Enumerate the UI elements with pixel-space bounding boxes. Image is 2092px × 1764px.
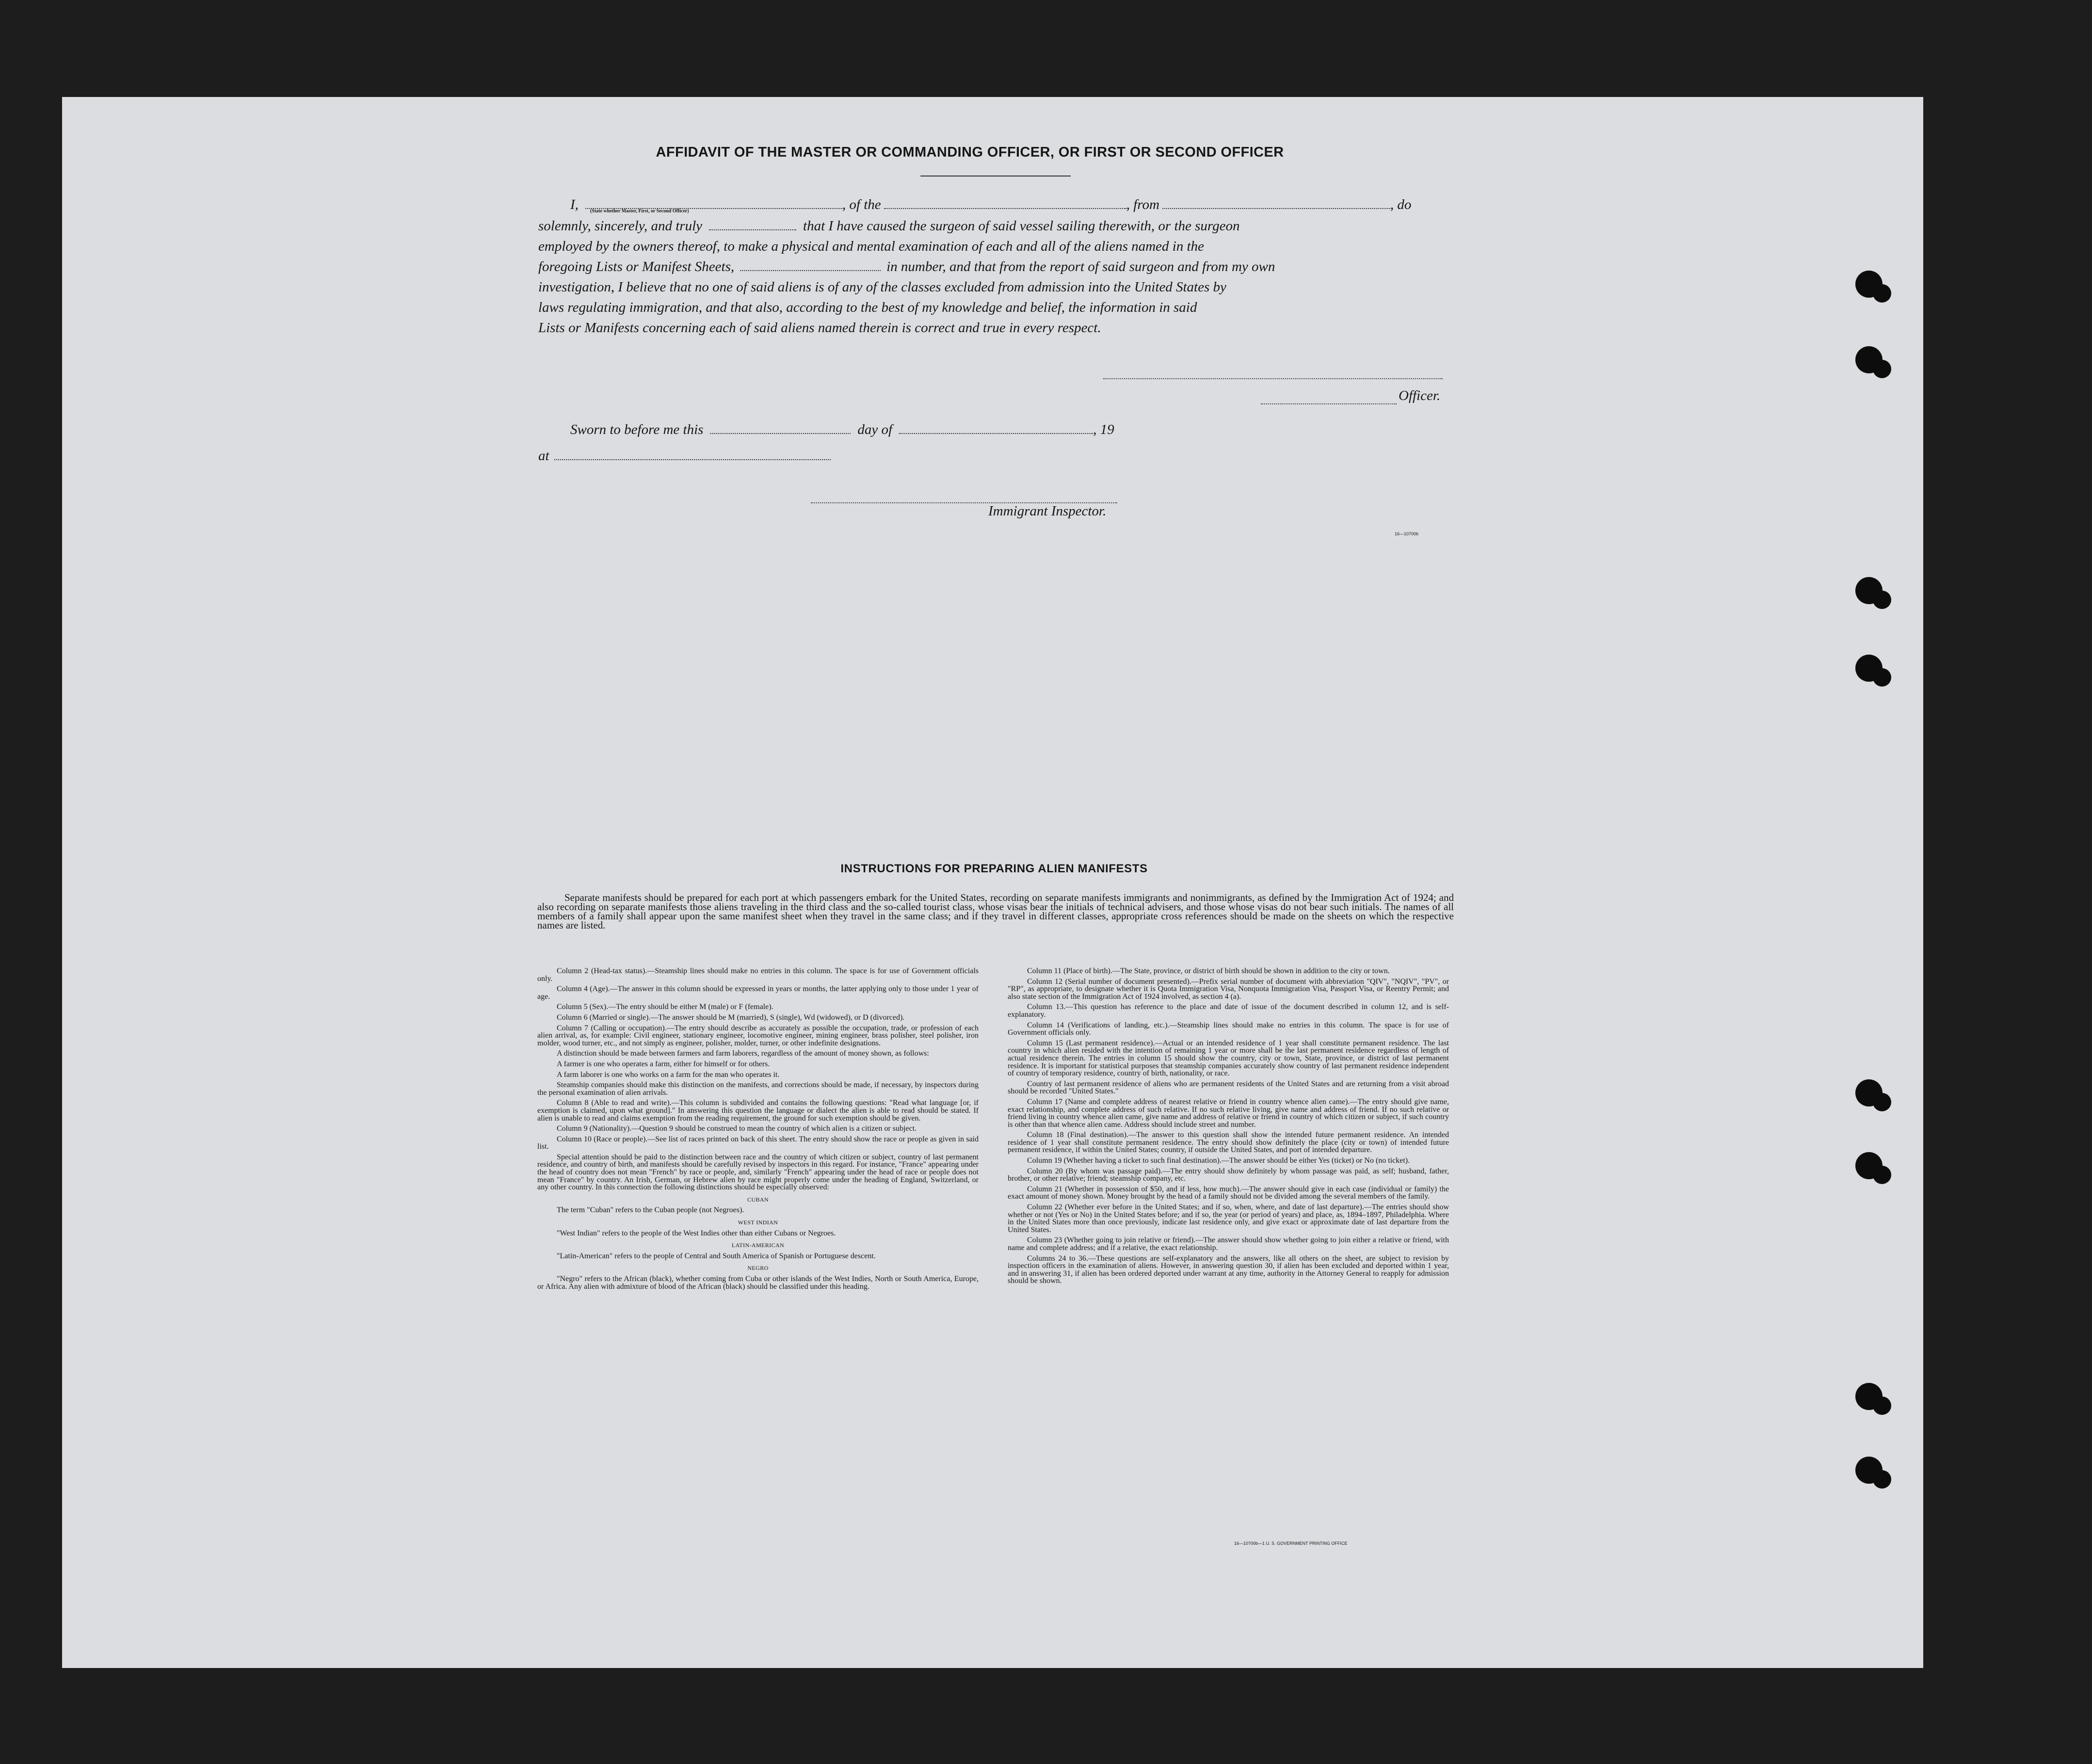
instruction-paragraph: Column 6 (Married or single).—The answer should be M (married), S (single), Wd (widowed), or D (divorced). [557,1013,905,1022]
officer-title-line[interactable] [1261,403,1397,404]
instruction-paragraph: Column 21 (Whether in possession of $50, and if less, how much).—The answer should give in each case (individual or family) the exact amount of money shown. Money brought by the head of a family should not be divided among the several members of the family. [1008,1185,1449,1201]
binder-hole-6 [1855,1152,1883,1179]
instruction-paragraph: Column 11 (Place of birth).—The State, province, or district of birth should be shown in addition to the city or town. [1027,967,1390,975]
binder-hole-8 [1855,1457,1883,1484]
officer-signature-line[interactable] [1103,378,1443,379]
instruction-paragraph: Column 7 (Calling or occupation).—The entry should describe as accurately as possible the occupation, trade, or profession of each alien arrival, as, for example: Civil engineer, stationary engineer, locomotive engineer, mining engineer, brass polisher, steel polisher, iron molder, wood turner, etc., and not simply as engineer, polisher, molder, turner, or other indefinite designations. [537,1024,979,1047]
affidavit-line-4-end: in number, and that from the report of said surgeon and from my own [886,259,1275,274]
instruction-paragraph: A farmer is one who operates a farm, either for himself or for others. [557,1059,770,1068]
binder-hole-5 [1855,1079,1883,1107]
latin-american-heading: LATIN-AMERICAN [731,1242,785,1249]
printing-office-code: 16—10700b—1 U. S. GOVERNMENT PRINTING OFFICE [1234,1541,1348,1546]
instruction-paragraph: Steamship companies should make this distinction on the manifests, and corrections should be made, if necessary, by inspectors during the personal examination of alien arrivals. [537,1081,979,1097]
instruction-paragraph: Column 20 (By whom was passage paid).—The entry should show definitely by whom passage was paid, as self; husband, father, brother, or other relative; friend; steamship company, etc. [1008,1167,1449,1183]
instruction-paragraph: Special attention should be paid to the distinction between race and the country of which citizen or subject, country of last permanent residence, and country of birth, and manifests should be carefully revised by inspectors in this regard. For instance, "France" appearing under the head of country does not mean "French" by race or people, and, similarly "French" appearing under the head of race or people does not mean "France" by country. An Irish, German, or Hebrew alien by race might properly come under the heading of England, Switzerland, or any other country. In this connection the following distinctions should be especially observed: [537,1153,979,1192]
instructions-title: INSTRUCTIONS FOR PREPARING ALIEN MANIFESTS [840,862,1148,875]
binder-hole-7 [1855,1383,1883,1410]
instruction-paragraph: Column 5 (Sex).—The entry should be either M (male) or F (female). [557,1003,773,1011]
binder-hole-1 [1855,271,1883,298]
instruction-paragraph: Column 9 (Nationality).—Question 9 should be construed to mean the country of which alien is a citizen or subject. [557,1124,917,1133]
sworn-day-field[interactable] [710,420,851,434]
binder-hole-2 [1855,346,1883,373]
affidavit-line-4-start: foregoing Lists or Manifest Sheets, [538,259,735,274]
affidavit-line-4 [538,257,1454,278]
west-indian-heading: WEST INDIAN [738,1219,778,1226]
negro-heading: NEGRO [747,1265,769,1272]
at-line [538,446,1454,467]
instruction-paragraph: Column 18 (Final destination).—The answer to this question shall show the intended future permanent residence. An intended residence of 1 year shall constitute permanent residence. The entry should show definitely the place (city or town) of intended future permanent residence, if within the United States; country, if outside the United States, and port of intended departure. [1008,1131,1449,1155]
west-indian-text: "West Indian" refers to the people of the West Indies other than either Cubans or Negroes. [557,1229,836,1237]
instruction-paragraph: Column 17 (Name and complete address of nearest relative or friend in country whence alien came).—The entry should give name, exact relationship, and complete address of such relative. If no such relative living, give name and address of friend. If no such relative or friend living in country whence alien came, give name and address of relative or friend in country of which citizen or subject, if such country is other than that whence alien came. Address should include street and number. [1008,1097,1449,1129]
affidavit-do: , do [1390,197,1412,212]
instruction-paragraph: Column 12 (Serial number of document presented).—Prefix serial number of document with abbreviation "QIV", "NQIV", "PV", or "RP", as appropriate, to designate whether it is Quota Immigration Visa, Nonquota Immigration Visa, Passport Visa, or Reentry Permit; and also state section of the Immigration Act of 1924 involved, as section 4 (a). [1008,977,1449,1001]
sheets-count-field[interactable] [740,257,881,271]
instructions-left-column [537,967,979,1554]
instruction-paragraph: Column 22 (Whether ever before in the United States; and if so, when, where, and date of last departure).—The entries should show whether or not (Yes or No) in the United States before; and if so, the year (or period of years) and place, as, 1894–1897, Philadelphia. Where in the United States more than once previously, indicate last residence only, and give exact or approximate date of last departure from the United States. [1008,1203,1449,1234]
binder-hole-3 [1855,577,1883,604]
affidavit-line-2-start: solemnly, sincerely, and truly [538,218,703,234]
affidavit-title: AFFIDAVIT OF THE MASTER OR COMMANDING OFFICER, OR FIRST OR SECOND OFFICER [656,144,1284,160]
officer-rank-field[interactable] [585,195,842,214]
at-text: at [538,448,549,464]
latin-american-text: "Latin-American" refers to the people of Central and South America of Spanish or Portuguese descent. [557,1251,876,1260]
instruction-paragraph: Column 2 (Head-tax status).—Steamship lines should make no entries in this column. The space is for use of Government officials only. [537,967,979,983]
affidavit-line-7: Lists or Manifests concerning each of said aliens named therein is correct and true in every respect. [538,320,1101,336]
affidavit-line-1 [538,195,1454,216]
affidavit-from: , from [1126,197,1159,212]
affidavit-line-3: employed by the owners thereof, to make a physical and mental examination of each and all of the aliens named in the [538,239,1204,254]
affidavit-line-2 [538,216,1454,238]
instruction-paragraph: Column 19 (Whether having a ticket to such final destination).—The answer should be either Yes (ticket) or No (no ticket). [1027,1156,1410,1165]
instruction-paragraph: Column 14 (Verifications of landing, etc.).—Steamship lines should make no entries in this column. The space is for use of Government officials only. [1008,1021,1449,1037]
negro-text: "Negro" refers to the African (black), whether coming from Cuba or other islands of the West Indies, North or South America, Europe, or Africa. Any alien with admixture of blood of the African (black) should be classified under this heading. [537,1275,979,1291]
affidavit-line-5: investigation, I believe that no one of said aliens is of any of the classes excluded from admission into the United States by [538,279,1226,295]
instructions-right-column [1008,967,1449,1554]
inspector-label: Immigrant Inspector. [988,503,1107,519]
instruction-paragraph: Column 10 (Race or people).—See list of races printed on back of this sheet. The entry should show the race or people as given in said list. [537,1135,979,1151]
affidavit-of-the: , of the [842,197,881,212]
day-of-text: day of [857,422,893,437]
sworn-line [538,420,1454,441]
instruction-paragraph: Columns 24 to 36.—These questions are self-explanatory and the answers, like all others on the sheet, are subject to revision by inspection officers in the examination of aliens. However, in answering question 30, if alien has been excluded and deported within 1 year, and in answering 31, if alien has been ordered deported under warrant at any time, authority in the Attorney General to reapply for admission should be shown. [1008,1254,1449,1285]
instruction-paragraph: Column 23 (Whether going to join relative or friend).—The answer should show whether going to join either a relative or friend, with name and complete address; and if a relative, the exact relationship. [1008,1236,1449,1252]
binder-hole-4 [1855,655,1883,682]
affidavit-i: I, [570,197,579,212]
sworn-place-field[interactable] [554,447,831,460]
affidavit-form-code: 16—10700b [1395,531,1419,536]
instruction-paragraph: Column 4 (Age).—The answer in this column should be expressed in years or months, the latter applying only to those under 1 year of age. [537,985,979,1001]
instruction-paragraph: A distinction should be made between farmers and farm laborers, regardless of the amount of money shown, as follows: [557,1049,929,1058]
affidavit-line-6: laws regulating immigration, and that also, according to the best of my knowledge and belief, the information in said [538,300,1197,315]
officer-rank-hint: (State whether Master, First, or Second Officer) [590,208,689,214]
cuban-heading: CUBAN [747,1196,769,1203]
solemnly-field[interactable] [709,217,796,230]
departure-port-field[interactable] [1162,195,1390,209]
instruction-paragraph: Column 15 (Last permanent residence).—Actual or an intended residence of 1 year shall constitute permanent residence. The last country in which alien resided with the intention of remaining 1 year or more shall be the last permanent residence regardless of length of actual residence therein. The entries in column 15 should show the country, city or town, State, province, or district of last permanent residence. It is important for statistical purposes that steamship companies accurately show country of last permanent residence independent of country of temporary residence, country of birth, nationality, or race. [1008,1039,1449,1078]
sworn-month-field[interactable] [899,420,1093,434]
vessel-name-field[interactable] [884,195,1126,209]
officer-label: Officer. [1399,388,1441,403]
instruction-paragraph: A farm laborer is one who works on a farm for the man who operates it. [557,1070,780,1079]
instructions-intro: Separate manifests should be prepared for each port at which passengers embark for the United States, recording on separate manifests immigrants and nonimmigrants, as defined by the Immigration Act of 1924; and also recording on separate manifests those aliens traveling in the third class and the so-called tourist class, whose visas bear the initials of technical advisers, and those whose visas do not bear such initials. The names of all members of a family shall appear upon the same manifest sheet when they travel in the same class; and if they travel in different classes, appropriate cross references should be made on the sheets on which the respective names are listed. [537,893,1454,931]
instruction-paragraph: Column 13.—This question has reference to the place and date of issue of the document described in column 12, and is self-explanatory. [1008,1003,1449,1019]
cuban-text: The term "Cuban" refers to the Cuban people (not Negroes). [557,1206,744,1215]
sworn-text: Sworn to before me this [570,422,704,437]
year-text: , 19 [1093,422,1114,437]
instruction-paragraph: Column 8 (Able to read and write).—This column is subdivided and contains the following questions: "Read what language [or, if exemption is claimed, upon what ground]." In answering this question the language or dialect the alien is able to read should be stated. If alien is unable to read and claims exemption from the reading requirement, the ground for such exemption should be given. [537,1099,979,1123]
affidavit-line-2-end: that I have caused the surgeon of said vessel sailing therewith, or the surgeon [803,218,1240,234]
instruction-paragraph: Country of last permanent residence of aliens who are permanent residents of the United States and are returning from a visit abroad should be recorded "United States." [1008,1079,1449,1096]
